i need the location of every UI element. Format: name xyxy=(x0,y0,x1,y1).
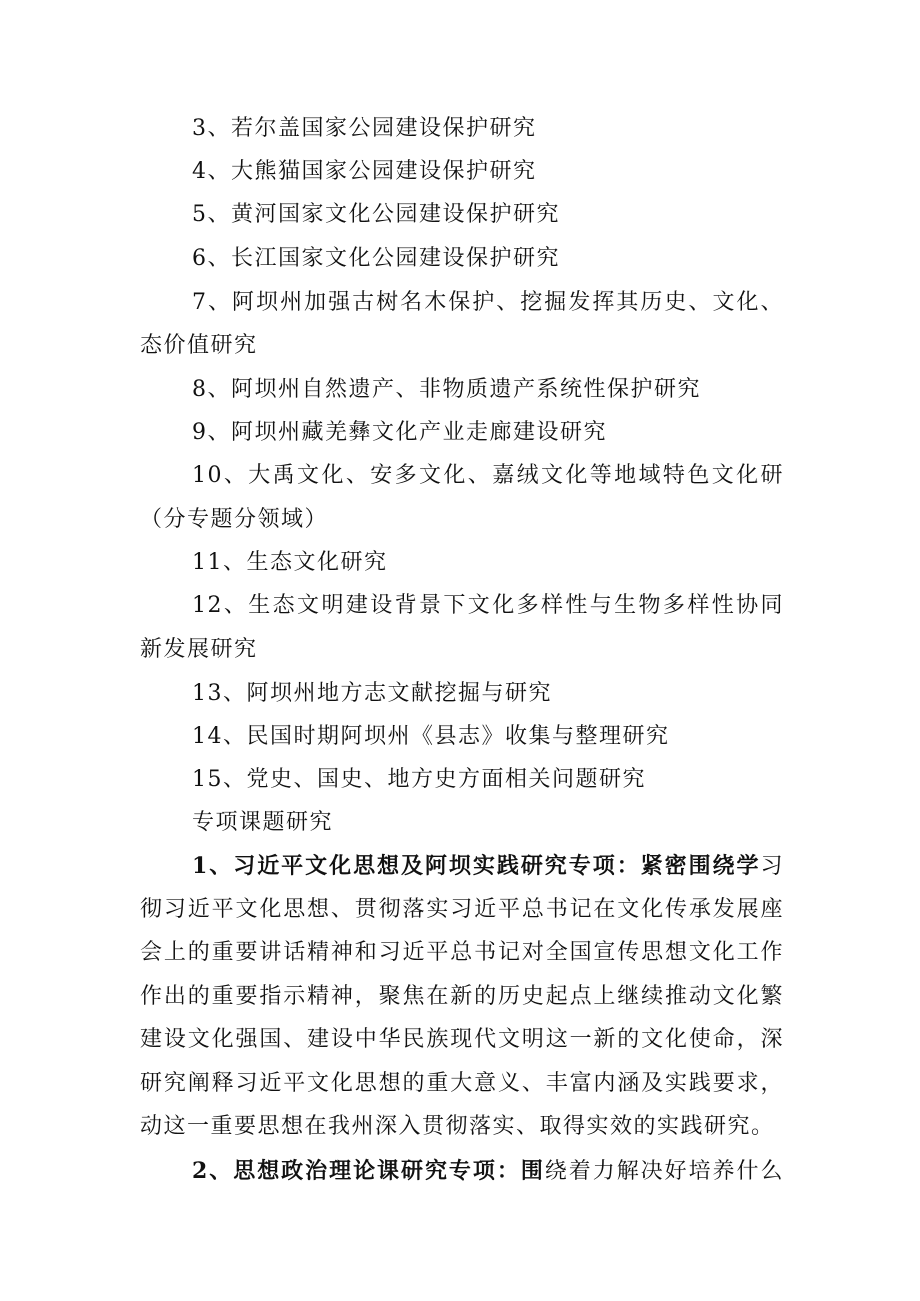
list-item: 5、黄河国家文化公园建设保护研究 xyxy=(192,202,560,227)
paragraph-lead: 1、习近平文化思想及阿坝实践研究专项：紧密围绕学 xyxy=(192,853,761,879)
list-item: 6、长江国家文化公园建设保护研究 xyxy=(192,246,560,271)
list-item: 7、阿坝州加强古树名木保护、挖掘发挥其历史、文化、 xyxy=(192,290,784,315)
list-item-continuation: 新发展研究 xyxy=(140,637,258,662)
paragraph-first-line xyxy=(192,851,784,881)
paragraph-text: 绕着力解决好培养什么 xyxy=(544,1159,784,1184)
list-item: 10、大禹文化、安多文化、嘉绒文化等地域特色文化研 xyxy=(192,463,784,488)
list-item: 9、阿坝州藏羌彝文化产业走廊建设研究 xyxy=(192,420,607,445)
list-item: 14、民国时期阿坝州《县志》收集与整理研究 xyxy=(192,724,670,749)
section-heading: 专项课题研究 xyxy=(192,810,334,835)
paragraph-line: 研究阐释习近平文化思想的重大意义、丰富内涵及实践要求， xyxy=(140,1071,784,1096)
paragraph-first-line xyxy=(192,1156,784,1186)
paragraph-lead: 2、思想政治理论课研究专项：围 xyxy=(192,1158,545,1184)
list-item: 11、生态文化研究 xyxy=(192,550,388,575)
list-item: 3、若尔盖国家公园建设保护研究 xyxy=(192,116,537,141)
list-item-continuation: 态价值研究 xyxy=(140,333,258,358)
list-item-continuation: （分专题分领域） xyxy=(140,507,329,532)
paragraph-text: 习 xyxy=(760,854,784,879)
paragraph-line: 建设文化强国、建设中华民族现代文明这一新的文化使命，深 xyxy=(140,1027,784,1052)
list-item: 12、生态文明建设背景下文化多样性与生物多样性协同 xyxy=(192,593,784,618)
list-item: 13、阿坝州地方志文献挖掘与研究 xyxy=(192,681,552,706)
paragraph-line: 彻习近平文化思想、贯彻落实习近平总书记在文化传承发展座 xyxy=(140,897,784,922)
paragraph-line: 会上的重要讲话精神和习近平总书记对全国宣传思想文化工作 xyxy=(140,940,784,965)
paragraph-line: 动这一重要思想在我州深入贯彻落实、取得实效的实践研究。 xyxy=(140,1114,775,1139)
list-item: 4、大熊猫国家公园建设保护研究 xyxy=(192,159,537,184)
list-item: 8、阿坝州自然遗产、非物质遗产系统性保护研究 xyxy=(192,377,701,402)
list-item: 15、党史、国史、地方史方面相关问题研究 xyxy=(192,767,646,792)
paragraph-line: 作出的重要指示精神，聚焦在新的历史起点上继续推动文化繁 xyxy=(140,984,784,1009)
